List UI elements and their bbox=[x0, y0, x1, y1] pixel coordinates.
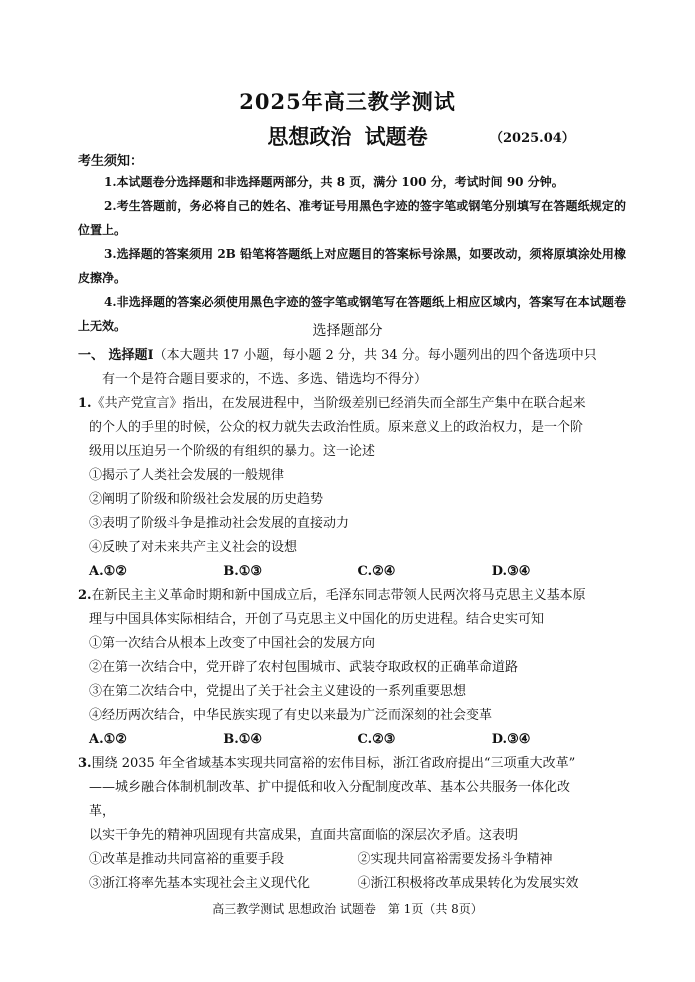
statement-option: ②在第一次结合中，党开辟了农村包围城市、武装夺取政权的正确革命道路 bbox=[89, 660, 519, 675]
question-stem-cont: 的个人的手里的时候，公众的权力就失去政治性质。原来意义上的政治权力，是一个阶 bbox=[89, 420, 584, 435]
exam-title: 2025年高三教学测试 bbox=[239, 89, 456, 114]
question-stem-cont: 以实干争先的精神巩固现有共富成果，直面共富面临的深层次矛盾。这表明 bbox=[89, 828, 519, 843]
part-lead: 一、 选择题Ⅰ bbox=[78, 348, 154, 363]
question-number: 1. bbox=[78, 396, 92, 411]
question-number: 3. bbox=[78, 756, 92, 771]
statement-option: ④浙江积极将改革成果转化为发展实效 bbox=[357, 876, 579, 891]
statement-option-row bbox=[78, 872, 626, 896]
notice-item: 3.选择题的答案须用 2B 铅笔将答题纸上对应题目的答案标号涂黑，如要改动，须将原填涂处用橡皮擦净。 bbox=[78, 247, 626, 285]
notice-item: 4.非选择题的答案必须使用黑色字迹的签字笔或钢笔写在答题纸上相应区域内，答案写在本试题卷上无效。 bbox=[78, 295, 626, 333]
statement-option: ③浙江将率先基本实现社会主义现代化 bbox=[89, 876, 311, 891]
notice-item: 1.本试题卷分选择题和非选择题两部分，共 8 页，满分 100 分，考试时间 90 分钟。 bbox=[104, 175, 564, 189]
choice-b: B.①④ bbox=[223, 732, 263, 747]
page-footer: 高三教学测试 思想政治 试题卷 第 1页（共 8页） bbox=[212, 902, 483, 916]
statement-option: ①揭示了人类社会发展的一般规律 bbox=[89, 468, 285, 483]
choice-b: B.①③ bbox=[223, 564, 263, 579]
question-2 bbox=[78, 584, 626, 752]
question-3 bbox=[78, 752, 626, 896]
question-stem-cont: 级用以压迫另一个阶级的有组织的暴力。这一论述 bbox=[89, 444, 376, 459]
statement-option: ③在第二次结合中，党提出了关于社会主义建设的一系列重要思想 bbox=[89, 684, 467, 699]
question-stem-cont: 理与中国具体实际相结合，开创了马克思主义中国化的历史进程。结合史实可知 bbox=[89, 612, 545, 627]
choice-a: A.①② bbox=[89, 732, 127, 747]
notice-list bbox=[78, 170, 626, 338]
statement-option: ④经历两次结合，中华民族实现了有史以来最为广泛而深刻的社会变革 bbox=[89, 708, 493, 723]
statement-option: ①第一次结合从根本上改变了中国社会的发展方向 bbox=[89, 636, 376, 651]
part-desc-cont: 有一个是符合题目要求的，不选、多选、错选均不得分） bbox=[102, 372, 428, 387]
choice-c: C.②③ bbox=[357, 732, 396, 747]
question-stem: 在新民主主义革命时期和新中国成立后，毛泽东同志带领人民两次将马克思主义基本原 bbox=[91, 588, 586, 603]
exam-date: （2025.04） bbox=[490, 131, 575, 146]
statement-option: ④反映了对未来共产主义社会的设想 bbox=[89, 540, 298, 555]
choice-c: C.②④ bbox=[357, 564, 396, 579]
question-number: 2. bbox=[78, 588, 92, 603]
question-stem-cont: ——城乡融合体制机制改革、扩中提低和收入分配制度改革、基本公共服务一体化改 bbox=[89, 780, 571, 795]
paper-type: 试题卷 bbox=[364, 124, 428, 149]
section-title: 选择题部分 bbox=[312, 323, 383, 339]
statement-option: ②实现共同富裕需要发扬斗争精神 bbox=[357, 852, 553, 867]
part-desc: （本大题共 17 小题，每小题 2 分，共 34 分。每小题列出的四个备选项中只 bbox=[153, 348, 597, 363]
question-1 bbox=[78, 392, 626, 584]
part-heading bbox=[78, 344, 626, 392]
statement-option-row bbox=[78, 848, 626, 872]
question-stem: 围绕 2035 年全省域基本实现共同富裕的宏伟目标，浙江省政府提出“三项重大改革” bbox=[91, 756, 576, 771]
answer-choices bbox=[78, 728, 626, 752]
answer-choices bbox=[78, 560, 626, 584]
exam-subtitle bbox=[0, 121, 695, 151]
choice-d: D.③④ bbox=[491, 732, 531, 747]
statement-option: ②阐明了阶级和阶级社会发展的历史趋势 bbox=[89, 492, 324, 507]
statement-option: ①改革是推动共同富裕的重要手段 bbox=[89, 852, 285, 867]
notice-heading: 考生须知： bbox=[78, 154, 144, 169]
notice-item: 2.考生答题前，务必将自己的姓名、准考证号用黑色字迹的签字笔或钢笔分别填写在答题纸规定的位置上。 bbox=[78, 199, 626, 237]
question-stem-cont: 革， bbox=[89, 804, 116, 819]
subject-name: 思想政治 bbox=[267, 124, 352, 149]
statement-option: ③表明了阶级斗争是推动社会发展的直接动力 bbox=[89, 516, 350, 531]
choice-d: D.③④ bbox=[491, 564, 531, 579]
question-stem: 《共产党宣言》指出，在发展进程中，当阶级差别已经消失而全部生产集中在联合起来 bbox=[91, 396, 586, 411]
choice-a: A.①② bbox=[89, 564, 127, 579]
